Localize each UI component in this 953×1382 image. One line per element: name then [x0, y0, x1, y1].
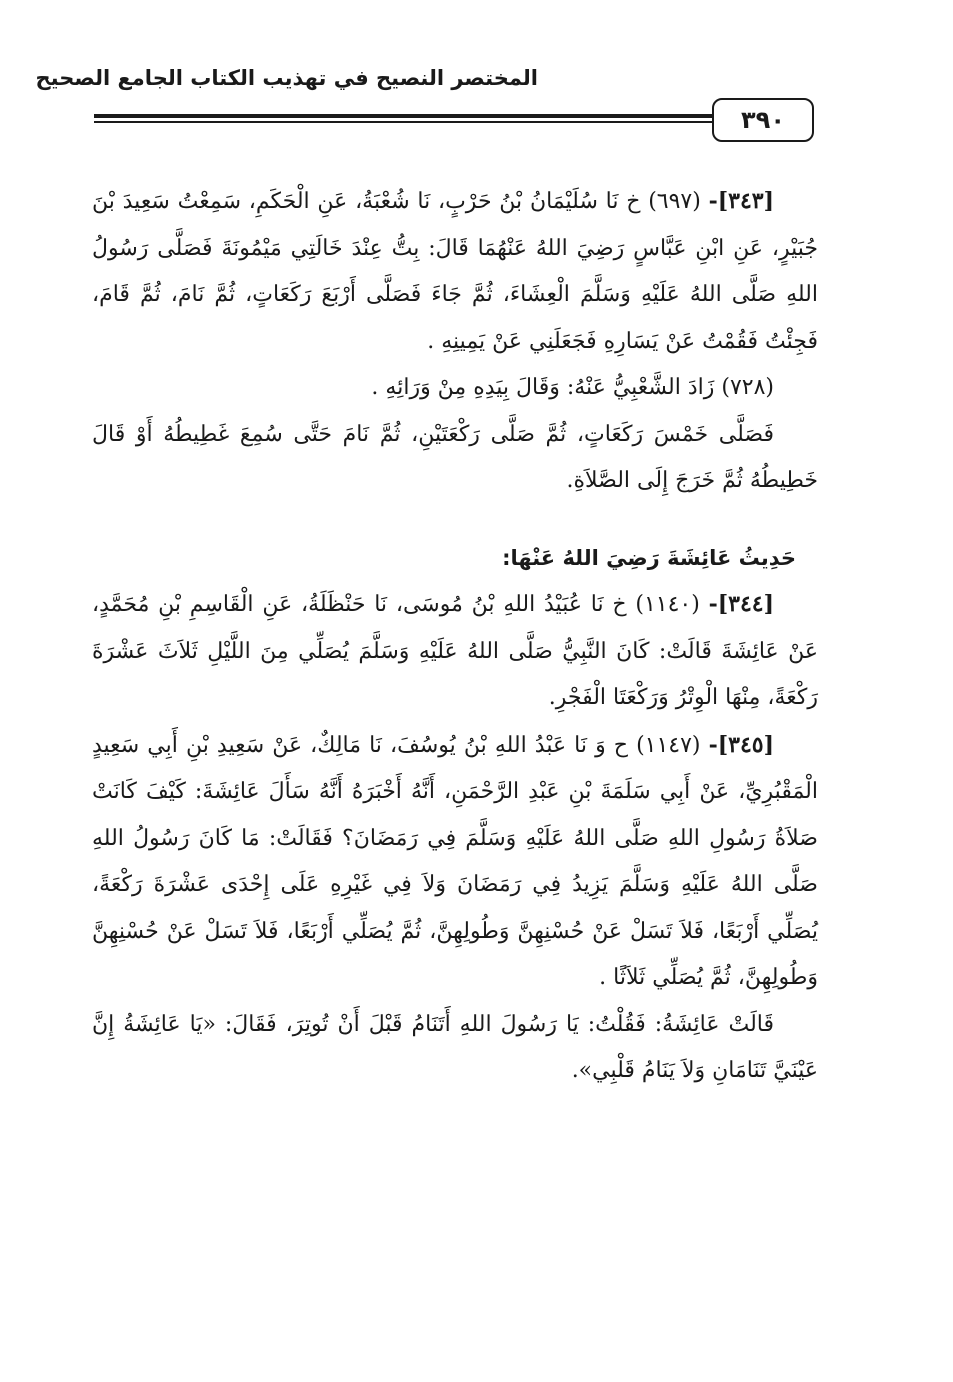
running-header-title: المختصر النصيح في تهذيب الكتاب الجامع الصحيح [35, 66, 538, 90]
hadith-343-addition [92, 365, 818, 412]
page-number: ٣٩٠ [741, 106, 785, 134]
hadith-text: قَالَتْ عَائِشَةُ: فَقُلْتُ: يَا رَسُولَ اللهِ أَتَنَامُ قَبْلَ أَنْ تُوتِرَ، فَقَالَ: «يَا عَائِشَةُ إِنَّ عَيْنَيَّ تَنَامَانِ وَلاَ يَنَامُ قَلْبِي». [92, 1011, 818, 1083]
hadith-text: فَصَلَّى خَمْسَ رَكَعَاتٍ، ثُمَّ صَلَّى رَكْعَتَيْنِ، ثُمَّ نَامَ حَتَّى سُمِعَ غَطِيطُهُ أَوْ قَالَ خَطِيطُهُ ثُمَّ خَرَجَ إِلَى الصَّلاَةِ. [92, 421, 818, 493]
hadith-text: (٧٢٨) زَادَ الشَّعْبِيُّ عَنْهُ: وَقَالَ بِيَدِهِ مِنْ وَرَائِهِ . [371, 375, 774, 400]
page-body [92, 178, 818, 1095]
hadith-343-continuation [92, 412, 818, 505]
header-rule [94, 114, 712, 118]
hadith-345-continuation [92, 1002, 818, 1095]
hadith-number: [٣٤٤]- [708, 591, 774, 617]
hadith-343 [92, 178, 818, 365]
hadith-345 [92, 722, 818, 1002]
hadith-text: (١١٤٠) خ نَا عُبَيْدُ اللهِ بْنُ مُوسَى، نَا حَنْظَلَةُ، عَنِ الْقَاسِمِ بْنِ مُحَمَّدٍ، عَنْ عَائِشَةَ قَالَتْ: كَانَ النَّبِيُّ صَلَّى اللهُ عَلَيْهِ وَسَلَّمَ يُصَلِّي مِنَ اللَّيْلِ ثَلاَثَ عَشْرَةَ رَكْعَةً، مِنْهَا الْوِتْرُ وَرَكْعَتَا الْفَجْرِ. [92, 592, 818, 710]
hadith-text: (١١٤٧) ح وَ نَا عَبْدُ اللهِ بْنُ يُوسُفَ، نَا مَالِكٌ، عَنْ سَعِيدِ بْنِ أَبِي سَعِيدٍ الْمَقْبُرِيِّ، عَنْ أَبِي سَلَمَةَ بْنِ عَبْدِ الرَّحْمَنِ، أَنَّهُ أَخْبَرَهُ أَنَّهُ سَأَلَ عَائِشَةَ: كَيْفَ كَانَتْ صَلاَةُ رَسُولِ اللهِ صَلَّى اللهُ عَلَيْهِ وَسَلَّمَ فِي رَمَضَانَ؟ فَقَالَتْ: مَا كَانَ رَسُولُ اللهِ صَلَّى اللهُ عَلَيْهِ وَسَلَّمَ يَزِيدُ فِي رَمَضَانَ وَلاَ فِي غَيْرِهِ عَلَى إِحْدَى عَشْرَةَ رَكْعَةً، يُصَلِّي أَرْبَعًا، فَلاَ تَسَلْ عَنْ حُسْنِهِنَّ وَطُولِهِنَّ، ثُمَّ يُصَلِّي أَرْبَعًا، فَلاَ تَسَلْ عَنْ حُسْنِهِنَّ وَطُولِهِنَّ، ثُمَّ يُصَلِّي ثَلاَثًا . [92, 732, 818, 990]
hadith-number: [٣٤٣]- [708, 188, 775, 214]
header-rule-thin [94, 121, 712, 123]
page-number-frame [712, 98, 814, 142]
hadith-text: (٦٩٧) خ نَا سُلَيْمَانُ بْنُ حَرْبٍ، نَا شُعْبَةُ، عَنِ الْحَكَمِ، سَمِعْتُ سَعِيدَ بْنَ جُبَيْرٍ، عَنِ ابْنِ عَبَّاسٍ رَضِيَ اللهُ عَنْهُمَا قَالَ: بِتُّ عِنْدَ خَالَتِي مَيْمُونَةَ فَصَلَّى رَسُولُ اللهِ صَلَّى اللهُ عَلَيْهِ وَسَلَّمَ الْعِشَاءَ، ثُمَّ جَاءَ فَصَلَّى أَرْبَعَ رَكَعَاتٍ، ثُمَّ نَامَ، ثُمَّ قَامَ، فَجِئْتُ فَقُمْتُ عَنْ يَسَارِهِ فَجَعَلَنِي عَنْ يَمِينِهِ . [92, 189, 818, 354]
section-heading: حَدِيثُ عَائِشَةَ رَضِيَ اللهُ عَنْهَا: [502, 545, 796, 570]
hadith-number: [٣٤٥]- [708, 731, 775, 758]
hadith-344 [92, 581, 818, 722]
